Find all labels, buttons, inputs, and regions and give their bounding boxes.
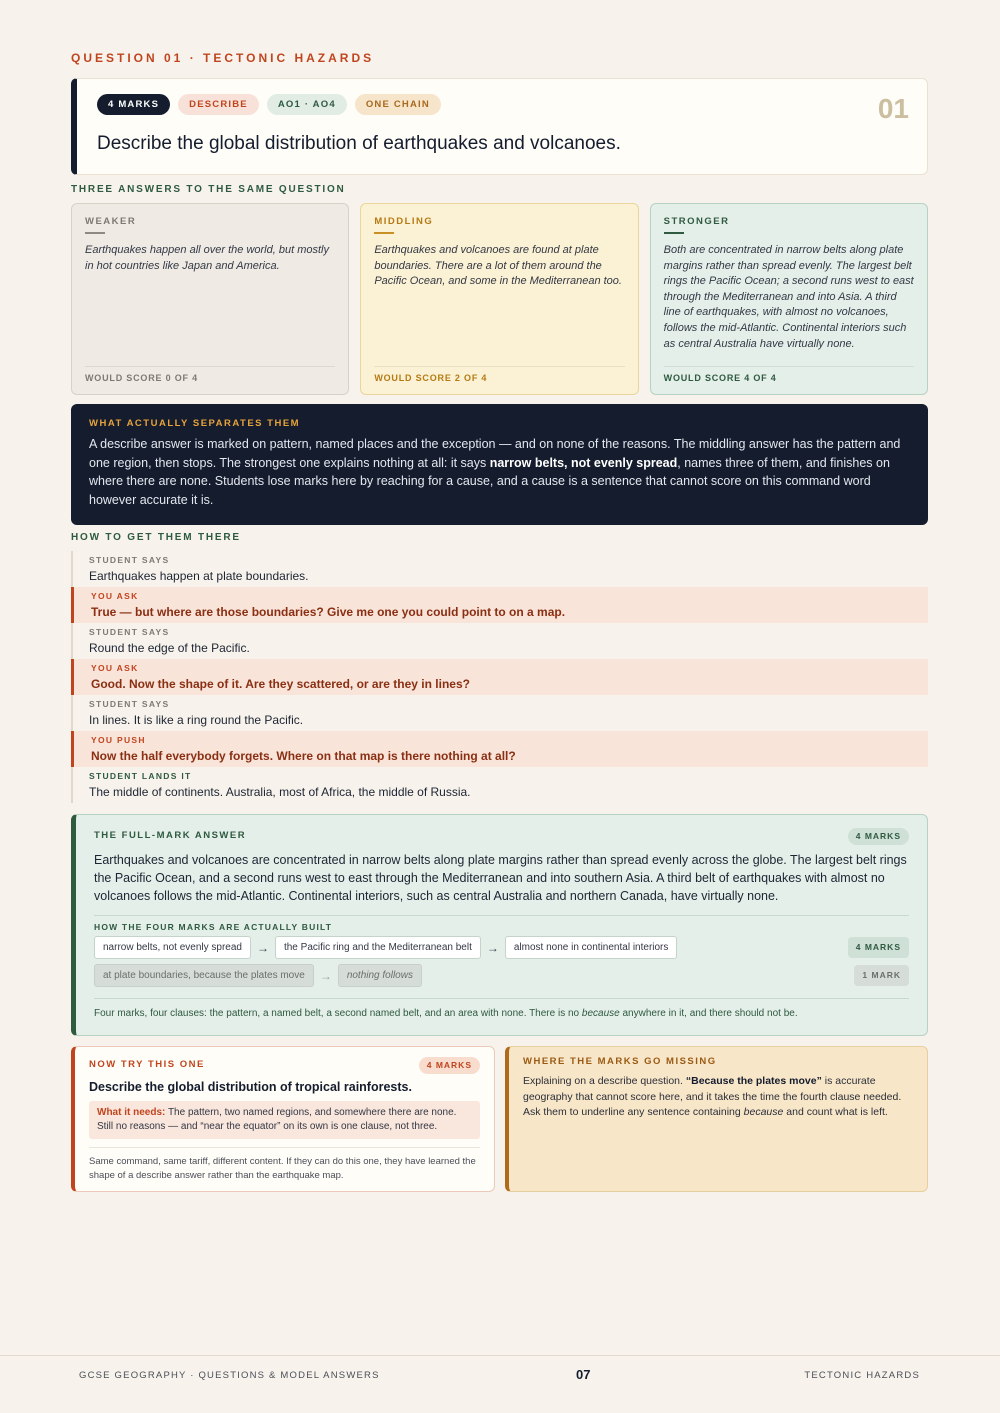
dialogue-turn <box>71 587 928 623</box>
dialogue-section-label: HOW TO GET THEM THERE <box>71 532 241 543</box>
stronger-text: Both are concentrated in narrow belts along plate margins rather than spread evenly. The largest belt rings the Pacific Ocean; a second runs west to east through the Mediterranean and into Asia. A third line of earthquakes, with almost no volcanoes, follows the mid-Atlantic. Continental interiors such as central Australia have virtually none. <box>663 244 914 350</box>
dialogue-turn <box>71 659 928 695</box>
middling-score: WOULD SCORE 2 OF 4 <box>374 366 624 383</box>
answers-section-label: THREE ANSWERS TO THE SAME QUESTION <box>71 184 346 195</box>
good-chain-marks: 4 MARKS <box>848 937 909 958</box>
weaker-score: WOULD SCORE 0 OF 4 <box>85 366 335 383</box>
chain-clause: at plate boundaries, because the plates move <box>94 964 314 987</box>
turn-text: Earthquakes happen at plate boundaries. <box>89 569 309 583</box>
dialogue-turn <box>73 695 928 731</box>
footer-topic: TECTONIC HAZARDS <box>804 1370 920 1381</box>
middling-label: MIDDLING <box>374 216 434 227</box>
turn-text: Now the half everybody forgets. Where on that map is there nothing at all? <box>91 749 516 763</box>
chain-tag: ONE CHAIN <box>355 94 441 115</box>
separates-text-part: , names three of them, and finishes on where there are none. Students lose marks here by reaching for a cause, and a cause is a sentence that cannot score on this command word however accurate it is. <box>89 455 890 507</box>
middling-text: Earthquakes and volcanoes are found at plate boundaries. There are a lot of them around the Pacific Ocean, and some in the Mediterranean too. <box>374 244 622 288</box>
try-this-label: NOW TRY THIS ONE <box>89 1059 205 1070</box>
arrow-right-icon: → <box>486 940 499 955</box>
arrow-right-icon: → <box>256 940 269 955</box>
try-this-needs <box>89 1101 480 1139</box>
chain-clause: almost none in continental interiors <box>505 936 678 959</box>
answers-row <box>71 203 928 395</box>
weaker-text: Earthquakes happen all over the world, but mostly in hot countries like Japan and America. <box>85 244 329 272</box>
full-mark-footnote <box>94 998 909 1019</box>
turn-text: Good. Now the shape of it. Are they scattered, or are they in lines? <box>91 677 470 691</box>
stronger-answer-card <box>650 203 928 395</box>
full-mark-label: THE FULL-MARK ANSWER <box>94 830 247 841</box>
turn-text: In lines. It is like a ring round the Pacific. <box>89 713 304 727</box>
dialogue-turn <box>73 767 928 803</box>
separates-label: WHAT ACTUALLY SEPARATES THEM <box>89 418 301 429</box>
question-tags <box>97 94 441 115</box>
ao-tag: AO1 · AO4 <box>267 94 347 115</box>
command-tag: DESCRIBE <box>178 94 259 115</box>
footnote-part: anywhere in it, and there should not be. <box>619 1008 798 1019</box>
separates-text-part: A describe answer is marked on pattern, named places and the exception — and on none of the reasons. The middling answer has the pattern and one region, then stops. The strongest one explains nothing at all: it says <box>89 437 901 470</box>
page-number: 07 <box>576 1367 591 1382</box>
footnote-part: Four marks, four clauses: the pattern, a named belt, a second named belt, and an area with none. There is no <box>94 1008 582 1019</box>
needs-label: What it needs: <box>97 1107 166 1118</box>
marks-built-label: HOW THE FOUR MARKS ARE ACTUALLY BUILT <box>94 921 333 932</box>
stronger-label: STRONGER <box>663 216 730 227</box>
dialogue-turn <box>73 551 928 587</box>
separates-text-bold: narrow belts, not evenly spread <box>489 455 678 470</box>
try-this-question: Describe the global distribution of tropical rainforests. <box>89 1080 412 1094</box>
turn-text: True — but where are those boundaries? Give me one you could point to on a map. <box>91 605 566 619</box>
page-footer <box>0 1355 1000 1413</box>
turn-text: Round the edge of the Pacific. <box>89 641 250 655</box>
chain-clause: narrow belts, not evenly spread <box>94 936 251 959</box>
question-number: 01 <box>877 93 909 124</box>
separates-text <box>89 435 910 509</box>
bad-chain-marks: 1 MARK <box>854 965 909 986</box>
needs-text: The pattern, two named regions, and somewhere there are none. Still no reasons — and “near the equator” on its own is one clause, not three. <box>97 1107 457 1132</box>
stronger-rule <box>664 232 684 234</box>
weaker-answer-card <box>71 203 349 395</box>
chain-clause: the Pacific ring and the Mediterranean belt <box>275 936 481 959</box>
full-mark-text: Earthquakes and volcanoes are concentrated in narrow belts along plate margins rather than spread evenly across the globe. The largest belt rings the Pacific Ocean, and a second runs west to east through the Mediterranean and into southern Asia. A third belt of earthquakes with almost no volcanoes follows the mid-Atlantic. Continental interiors, such as central Australia and northern Canada, have virtually none. <box>94 853 907 904</box>
footnote-italic: because <box>581 1008 620 1019</box>
bad-chain <box>94 964 422 987</box>
middling-rule <box>374 232 394 234</box>
try-this-marks-badge: 4 MARKS <box>419 1057 480 1074</box>
turn-role: YOU ASK <box>91 663 139 673</box>
turn-role: STUDENT LANDS IT <box>89 771 192 781</box>
missing-text-part: and count what is left. <box>783 1106 888 1119</box>
turn-role: YOU PUSH <box>91 735 146 745</box>
arrow-right-icon: → <box>319 968 332 983</box>
question-title: Describe the global distribution of earthquakes and volcanoes. <box>97 133 621 154</box>
turn-role: YOU ASK <box>91 591 139 601</box>
missing-text-part: is accurate geography that cannot score here, and it takes the time the fourth clause needed. Ask them to underline any sentence containing <box>523 1075 902 1119</box>
try-this-footnote: Same command, same tariff, different content. If they can do this one, they have learned the shape of a describe answer rather than the earthquake map. <box>89 1147 480 1182</box>
marks-tag: 4 MARKS <box>97 94 170 115</box>
missing-text-bold: “Because the plates move” <box>685 1075 822 1087</box>
missing-text-italic: because <box>743 1106 784 1119</box>
marks-missing-card <box>505 1046 928 1192</box>
turn-role: STUDENT SAYS <box>89 555 170 565</box>
footer-series-title: GCSE GEOGRAPHY · QUESTIONS & MODEL ANSWERS <box>79 1370 380 1381</box>
marks-missing-text <box>523 1074 913 1121</box>
question-kicker: QUESTION 01 · TECTONIC HAZARDS <box>71 51 375 65</box>
middling-answer-card <box>360 203 638 395</box>
try-this-card <box>71 1046 495 1192</box>
full-mark-card <box>71 814 928 1036</box>
marks-missing-label: WHERE THE MARKS GO MISSING <box>523 1056 717 1067</box>
turn-text: The middle of continents. Australia, most of Africa, the middle of Russia. <box>89 785 471 799</box>
missing-text-part: Explaining on a describe question. <box>523 1075 686 1087</box>
weaker-rule <box>85 232 105 234</box>
dialogue-turn <box>71 731 928 767</box>
turn-role: STUDENT SAYS <box>89 699 170 709</box>
good-chain <box>94 936 677 959</box>
weaker-label: WEAKER <box>85 216 137 227</box>
separates-box <box>71 404 928 525</box>
question-card <box>71 78 928 175</box>
chain-clause: nothing follows <box>338 964 422 987</box>
turn-role: STUDENT SAYS <box>89 627 170 637</box>
full-mark-divider <box>94 915 909 916</box>
stronger-score: WOULD SCORE 4 OF 4 <box>664 366 914 383</box>
full-mark-marks-badge: 4 MARKS <box>848 828 909 845</box>
dialogue-turn <box>73 623 928 659</box>
dialogue-list <box>71 551 928 803</box>
